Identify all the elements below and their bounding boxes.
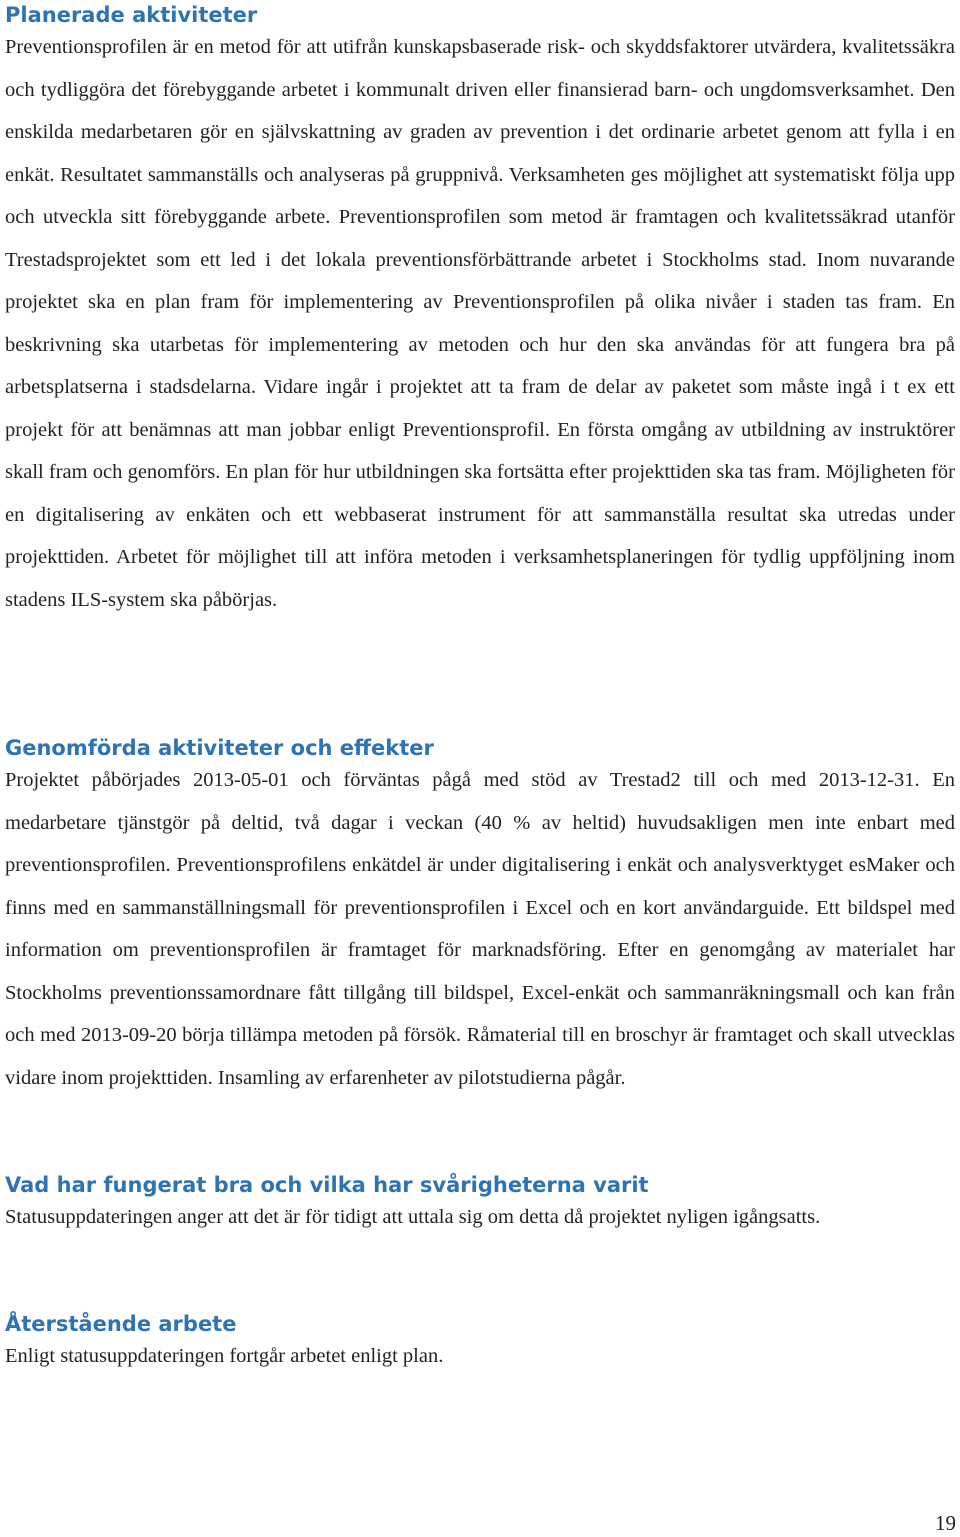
- section-heading: Vad har fungerat bra och vilka har svårigheterna varit: [5, 1173, 649, 1197]
- section-heading: Genomförda aktiviteter och effekter: [5, 736, 434, 760]
- section-body: Statusuppdateringen anger att det är för tidigt att uttala sig om detta då projektet nyligen igångsatts.: [5, 1206, 821, 1228]
- section-body: Preventionsprofilen är en metod för att utifrån kunskapsbaserade risk- och skyddsfaktorer utvärdera, kvalitetssäkra och tydliggöra det förebyggande arbetet i kommunalt driven eller finansierad barn- och ungdomsverksamhet. Den enskilda medarbetaren gör en självskattning av graden av prevention i det ordinarie arbetet genom att fylla i en enkät. Resultatet sammanställs och analyseras på gruppnivå. Verksamheten ges möjlighet att systematiskt följa upp och utveckla sitt förebyggande arbete. Preventionsprofilen som metod är framtagen och kvalitetssäkrad utanför Trestadsprojektet som ett led i det lokala preventionsförbättrande arbetet i Stockholms stad. Inom nuvarande projektet ska en plan fram för implementering av Preventionsprofilen på olika nivåer i staden tas fram. En beskrivning ska utarbetas för implementering av metoden och hur den ska användas för att fungera bra på arbetsplatserna i stadsdelarna. Vidare ingår i projektet att ta fram de delar av paketet som måste ingå i t ex ett projekt för att benämnas att man jobbar enligt Preventionsprofil. En första omgång av utbildning av instruktörer skall fram och genomförs. En plan för hur utbildningen ska fortsätta efter projekttiden ska tas fram. Möjligheten för en digitalisering av enkäten och ett webbaserat instrument för att sammanställa resultat ska utredas under projekttiden. Arbetet för möjlighet till att införa metoden i verksamhetsplaneringen för tydlig uppföljning inom stadens ILS-system ska påbörjas.: [5, 36, 955, 611]
- section-genomforda-aktiviteter: [5, 733, 955, 1099]
- section-aterstaende-arbete: [5, 1309, 955, 1378]
- section-heading: Planerade aktiviteter: [5, 3, 258, 27]
- section-vad-har-fungerat: [5, 1170, 955, 1239]
- section-heading: Återstående arbete: [5, 1312, 237, 1336]
- section-planerade-aktiviteter: [5, 0, 955, 621]
- page-number: 19: [935, 1511, 956, 1535]
- section-body: Projektet påbörjades 2013-05-01 och förväntas pågå med stöd av Trestad2 till och med 2013-12-31. En medarbetare tjänstgör på deltid, två dagar i veckan (40 % av heltid) huvudsakligen men inte enbart med preventionsprofilen. Preventionsprofilens enkätdel är under digitalisering i enkät och analysverktyget esMaker och finns med en sammanställningsmall för preventionsprofilen i Excel och en kort användarguide. Ett bildspel med information om preventionsprofilen är framtaget för marknadsföring. Efter en genomgång av materialet har Stockholms preventionssamordnare fått tillgång till bildspel, Excel-enkät och sammanräkningsmall och kan från och med 2013-09-20 börja tillämpa metoden på försök. Råmaterial till en broschyr är framtaget och skall utvecklas vidare inom projekttiden. Insamling av erfarenheter av pilotstudierna pågår.: [5, 769, 955, 1089]
- section-body: Enligt statusuppdateringen fortgår arbetet enligt plan.: [5, 1345, 444, 1367]
